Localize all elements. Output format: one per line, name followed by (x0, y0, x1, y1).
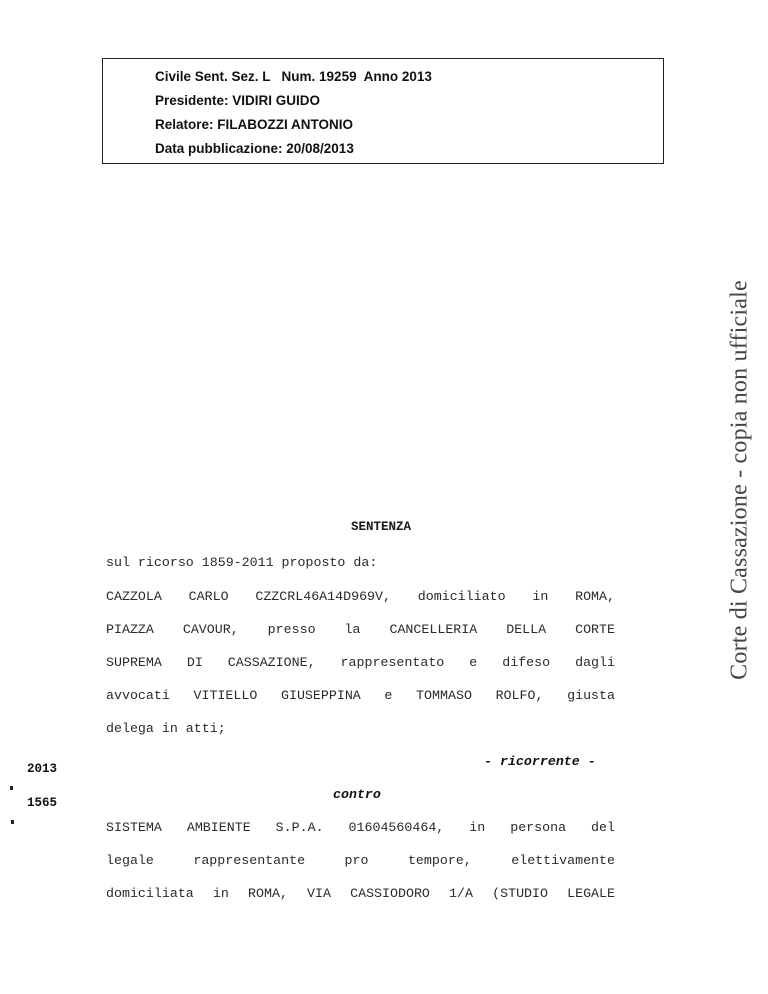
margin-tick-mark (11, 820, 14, 824)
case-header-box (102, 58, 664, 164)
header-president: Presidente: VIDIRI GUIDO (155, 93, 321, 108)
role-ricorrente: - ricorrente - (484, 754, 596, 769)
body-line-9: domiciliata in ROMA, VIA CASSIODORO 1/A (STUDIO LEGALE (106, 886, 615, 901)
header-publication-date: Data pubblicazione: 20/08/2013 (155, 141, 354, 156)
watermark-copy-notice: Corte di Cassazione - copia non ufficiale (726, 280, 753, 680)
margin-year: 2013 (27, 762, 58, 776)
margin-number: 1565 (27, 796, 58, 810)
body-line-4: SUPREMA DI CASSAZIONE, rappresentato e difeso dagli (106, 655, 615, 670)
body-line-5: avvocati VITIELLO GIUSEPPINA e TOMMASO ROLFO, giusta (106, 688, 615, 703)
header-case-number: Civile Sent. Sez. L Num. 19259 Anno 2013 (155, 69, 432, 84)
margin-tick-mark (10, 786, 13, 790)
body-line-8: legale rappresentante pro tempore, elettivamente (106, 853, 615, 868)
body-line-6: delega in atti; (106, 721, 226, 736)
header-rapporteur: Relatore: FILABOZZI ANTONIO (155, 117, 354, 132)
body-line-7: SISTEMA AMBIENTE S.P.A. 01604560464, in persona del (106, 820, 615, 835)
body-line-1: sul ricorso 1859-2011 proposto da: (106, 555, 378, 570)
role-contro: contro (333, 787, 381, 802)
body-line-2: CAZZOLA CARLO CZZCRL46A14D969V, domiciliato in ROMA, (106, 589, 615, 604)
document-title: SENTENZA (350, 520, 411, 534)
body-line-3: PIAZZA CAVOUR, presso la CANCELLERIA DELLA CORTE (106, 622, 615, 637)
